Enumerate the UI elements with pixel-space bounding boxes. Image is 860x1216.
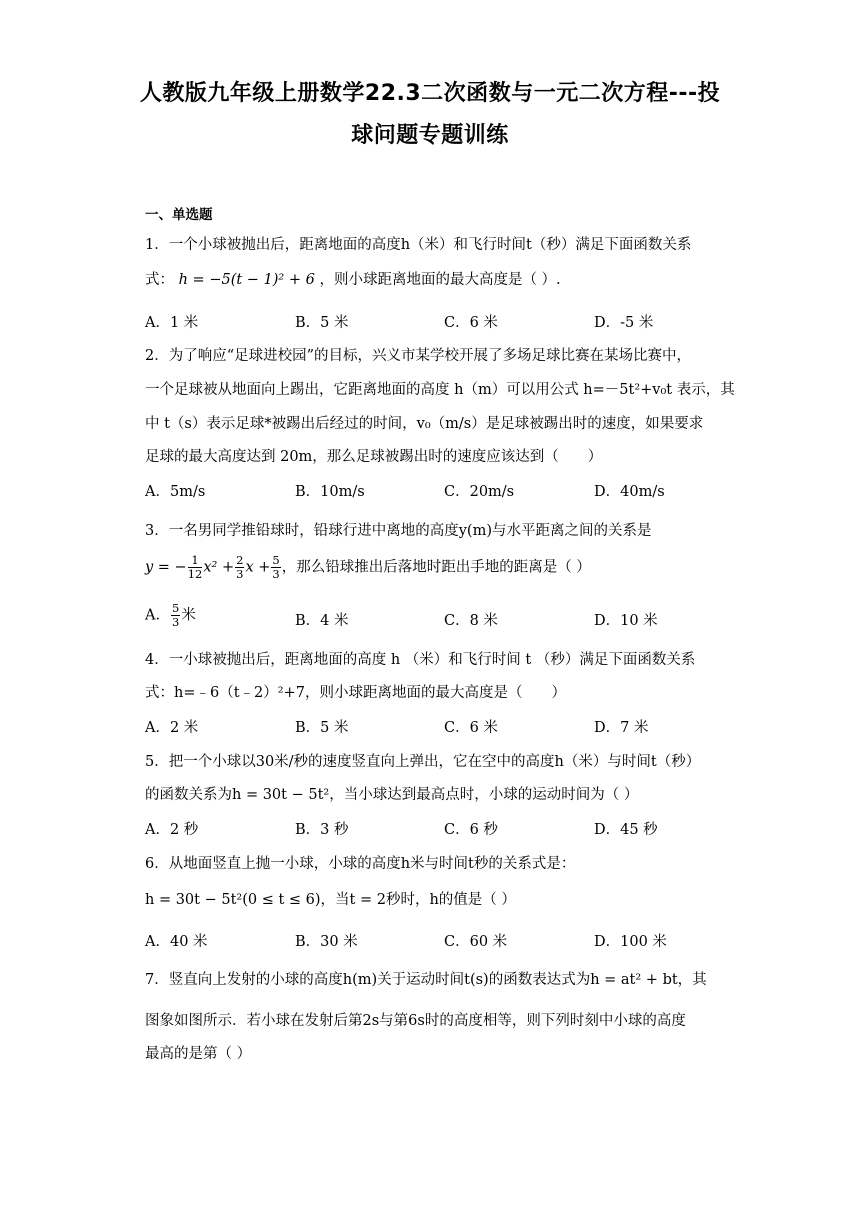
question-5-text-line-2: 的函数关系为h = 30t − 5t²，当小球达到最高点时，小球的运动时间为（ ） [145, 787, 639, 803]
question-7-text-line-2: 图象如图所示．若小球在发射后第2s与第6s时的高度相等，则下列时刻中小球的高度 [145, 1013, 686, 1029]
question-5-option-b[interactable]: B．3 秒 [295, 822, 349, 838]
question-4-option-b[interactable]: B．5 米 [295, 720, 349, 736]
question-3-fraction-2 [235, 554, 244, 581]
question-6-text-line-2: h = 30t − 5t²(0 ≤ t ≤ 6)，当t = 2秒时，h的值是（ ） [145, 892, 516, 908]
question-1-option-c[interactable]: C．6 米 [444, 315, 498, 331]
question-6-text-line-1: 6．从地面竖直上抛一小球，小球的高度h米与时间t秒的关系式是： [145, 856, 576, 872]
question-1-prefix: 式： [145, 272, 174, 288]
question-7-text-line-1: 7．竖直向上发射的小球的高度h(m)关于运动时间t(s)的函数表达式为h = at² + bt，其 [145, 972, 707, 988]
question-3-option-a-fraction [171, 602, 180, 629]
question-3-formula-mid-1: x² + [203, 559, 235, 576]
question-1-option-d[interactable]: D．-5 米 [594, 315, 654, 331]
question-1-option-a[interactable]: A．1 米 [145, 315, 199, 331]
fraction-denominator: 12 [187, 567, 203, 581]
question-2-option-d[interactable]: D．40m/s [594, 484, 665, 500]
fraction-numerator: 5 [272, 553, 280, 567]
question-2-text-line-1: 2．为了响应“足球进校园”的目标，兴义市某学校开展了多场足球比赛在某场比赛中， [145, 348, 692, 364]
question-5-text-line-1: 5．把一个小球以30米/秒的速度竖直向上弹出，它在空中的高度h（米）与时间t（秒） [145, 754, 701, 770]
fraction-denominator: 3 [236, 567, 244, 581]
question-3-formula-mid-2: x + [245, 559, 271, 576]
question-3-text-line-2 [145, 554, 591, 581]
question-4-option-c[interactable]: C．6 米 [444, 720, 498, 736]
question-5-option-a[interactable]: A．2 秒 [145, 822, 199, 838]
question-4-text-line-2: 式：h=﹣6（t﹣2）²+7，则小球距离地面的最大高度是（ ） [145, 685, 566, 701]
fraction-denominator: 3 [272, 567, 280, 581]
question-2-option-c[interactable]: C．20m/s [444, 484, 515, 500]
question-6-option-c[interactable]: C．60 米 [444, 934, 508, 950]
question-3-option-b[interactable]: B．4 米 [295, 613, 349, 629]
document-title-line-1: 人教版九年级上册数学22.3二次函数与一元二次方程---投 [139, 81, 721, 106]
question-4-text-line-1: 4．一小球被抛出后，距离地面的高度 h （米）和飞行时间 t （秒）满足下面函数关系 [145, 652, 696, 668]
question-3-suffix: ，那么铅球推出后落地时距出手地的距离是（ ） [281, 559, 591, 576]
question-2-text-line-2: 一个足球被从地面向上踢出，它距离地面的高度 h（m）可以用公式 h=－5t²+v₀t 表示，其 [145, 382, 735, 398]
fraction-numerator: 2 [236, 553, 244, 567]
question-3-fraction-1 [188, 554, 203, 581]
question-3-option-c[interactable]: C．8 米 [444, 613, 498, 629]
question-3-formula-start: y = − [145, 559, 187, 576]
question-2-text-line-4: 足球的最大高度达到 20m，那么足球被踢出时的速度应该达到（ ） [145, 449, 603, 465]
question-1-option-b[interactable]: B．5 米 [295, 315, 349, 331]
question-6-option-d[interactable]: D．100 米 [594, 934, 667, 950]
fraction-numerator: 5 [171, 601, 180, 615]
question-3-fraction-3 [271, 554, 280, 581]
question-2-option-b[interactable]: B．10m/s [295, 484, 365, 500]
fraction-denominator: 3 [171, 615, 180, 629]
question-3-option-d[interactable]: D．10 米 [594, 613, 658, 629]
option-label: A． [145, 607, 170, 624]
question-3-text-line-1: 3．一名男同学推铅球时，铅球行进中离地的高度y(m)与水平距离之间的关系是 [145, 523, 652, 539]
question-6-option-a[interactable]: A．40 米 [145, 934, 208, 950]
document-title-line-2: 球问题专题训练 [351, 123, 509, 148]
section-heading: 一、单选题 [145, 207, 213, 223]
question-4-option-a[interactable]: A．2 米 [145, 720, 199, 736]
question-3-option-a[interactable] [145, 602, 196, 629]
question-1-text-line-1: 1．一个小球被抛出后，距离地面的高度h（米）和飞行时间t（秒）满足下面函数关系 [145, 237, 692, 253]
question-5-option-d[interactable]: D．45 秒 [594, 822, 658, 838]
question-1-text-line-2 [145, 268, 561, 289]
question-2-option-a[interactable]: A．5m/s [145, 484, 206, 500]
question-5-option-c[interactable]: C．6 秒 [444, 822, 498, 838]
question-4-option-d[interactable]: D．7 米 [594, 720, 649, 736]
question-7-text-line-3: 最高的是第（ ） [145, 1046, 252, 1062]
question-1-formula: h = −5(t − 1)² + 6 [178, 272, 315, 288]
question-2-text-line-3: 中 t（s）表示足球*被踢出后经过的时间，v₀（m/s）是足球被踢出时的速度，如果要求 [145, 416, 704, 432]
question-6-option-b[interactable]: B．30 米 [295, 934, 358, 950]
option-unit: 米 [181, 607, 196, 624]
question-1-suffix: ，则小球距离地面的最大高度是（ ）. [319, 272, 561, 288]
fraction-numerator: 1 [188, 554, 203, 568]
